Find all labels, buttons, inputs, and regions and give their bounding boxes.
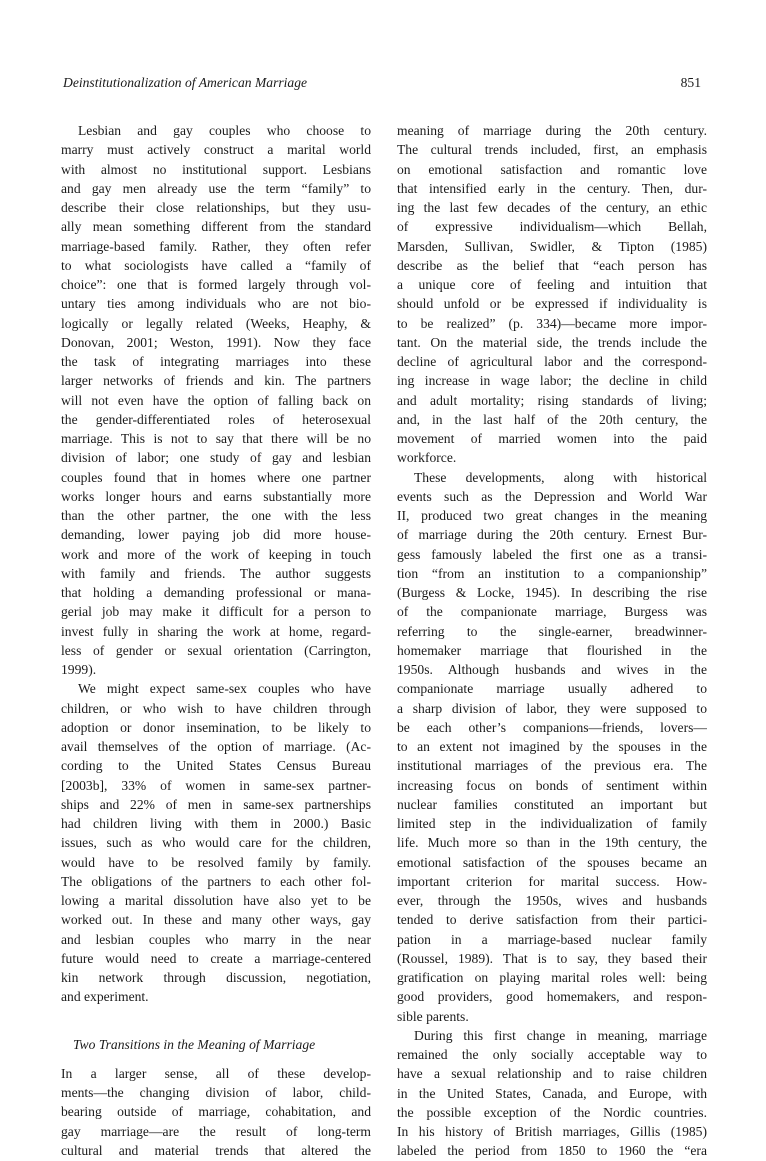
- text-line: life. Much more so than in the 19th century, the: [397, 835, 707, 851]
- text-line: (Burgess & Locke, 1945). In describing the rise: [397, 585, 707, 600]
- text-line: Donovan, 2001; Weston, 1991). Now they face: [61, 334, 371, 350]
- text-line: invest fully in sharing the work at home, regard-: [61, 623, 371, 639]
- text-line: nuclear families constituted an important but: [397, 796, 707, 812]
- running-head: [63, 74, 703, 92]
- text-line: choice”: one that is formed largely through vol-: [61, 277, 371, 292]
- text-line: had children living with them in 2000.) Basic: [61, 816, 371, 831]
- text-line: labeled the period from 1850 to 1960 the “era: [397, 1143, 707, 1159]
- text-line: should unfold or be expressed if individuality is: [397, 296, 707, 312]
- text-line: 1999).: [61, 662, 97, 677]
- text-line: of the companionate marriage, Burgess was: [397, 604, 707, 620]
- text-line: and lesbian couples who marry in the near: [61, 931, 371, 947]
- text-line: The cultural trends included, first, an emphasis: [397, 142, 707, 158]
- text-line: and experiment.: [61, 989, 149, 1005]
- text-line: that intensified early in the century. Then, dur-: [397, 180, 707, 196]
- text-line: limited step in the individualization of family: [397, 816, 707, 831]
- text-line: The obligations of the partners to each other fol-: [61, 873, 371, 889]
- page-number: 851: [680, 75, 701, 90]
- text-line: would have to be resolved family by family.: [61, 854, 371, 870]
- paragraph: [61, 679, 371, 1006]
- text-line: marriage-based family. Rather, they often refer: [61, 238, 371, 254]
- text-line: future would need to create a marriage-centered: [61, 950, 371, 966]
- paragraph: [61, 121, 371, 679]
- text-line: good providers, good homemakers, and respon-: [397, 989, 707, 1005]
- text-line: II, produced two great changes in the meaning: [397, 508, 707, 523]
- text-line: decline of agricultural labor and the correspond-: [397, 354, 707, 369]
- text-line: to an extent not imagined by the spouses in the: [397, 739, 707, 754]
- text-line: of marriage during the 20th century. Ernest Bur-: [397, 527, 707, 543]
- text-line: lowing a marital dissolution have also yet to be: [61, 893, 371, 908]
- text-line: tion “from an institution to a companionship”: [397, 565, 707, 581]
- text-line: marry must actively construct a marital world: [61, 142, 371, 158]
- text-line: movement of married women into the paid: [397, 431, 707, 446]
- text-line: division of labor; one study of gay and lesbian: [61, 450, 371, 466]
- text-line: couples found that in homes where one partner: [61, 469, 371, 485]
- text-line: gratification on playing marital roles well: being: [397, 970, 707, 985]
- text-line: remained the only socially acceptable way to: [397, 1047, 707, 1062]
- text-line: that holding a demanding professional or mana-: [61, 585, 371, 600]
- text-line: homemaker marriage that flourished in the: [397, 642, 707, 658]
- text-line: in the United States, Canada, and Europe, with: [397, 1085, 707, 1101]
- text-line: the task of integrating marriages into these: [61, 354, 371, 369]
- left-column: [61, 121, 371, 1160]
- text-line: pation in a marriage-based nuclear family: [397, 931, 707, 947]
- text-line: emotional satisfaction of the spouses became an: [397, 854, 707, 870]
- text-line: referring to the single-earner, breadwinner-: [397, 623, 707, 639]
- text-line: cording to the United States Census Bureau: [61, 758, 371, 774]
- text-line: adoption or donor insemination, to be likely to: [61, 719, 371, 735]
- text-line: less of gender or sexual orientation (Carrington,: [61, 642, 371, 658]
- text-line: tant. On the material side, the trends include the: [397, 334, 707, 350]
- text-line: 1950s. Although husbands and wives in the: [397, 662, 707, 677]
- text-line: These developments, along with historical: [414, 469, 707, 485]
- paragraph: [397, 121, 707, 468]
- text-line: and gay men already use the term “family” to: [61, 180, 371, 196]
- text-line: During this first change in meaning, marriage: [414, 1027, 707, 1043]
- text-line: tended to derive satisfaction from their partici-: [397, 912, 707, 928]
- running-title: Deinstitutionalization of American Marriage: [63, 75, 308, 90]
- text-line: a sharp division of labor, they were supposed to: [397, 700, 707, 716]
- text-line: We might expect same-sex couples who have: [78, 681, 371, 697]
- text-line: logically or legally related (Weeks, Heaphy, &: [61, 315, 371, 331]
- text-line: gay marriage—are the result of long-term: [61, 1123, 371, 1139]
- paragraph: [397, 1026, 707, 1161]
- text-line: have a sexual relationship and to raise children: [397, 1066, 707, 1082]
- text-line: workforce.: [397, 450, 457, 466]
- text-line: work and more of the work of keeping in touch: [61, 546, 371, 562]
- text-line: cultural and material trends that altered the: [61, 1142, 371, 1158]
- text-line: kin network through discussion, negotiation,: [61, 970, 371, 985]
- text-line: In a larger sense, all of these develop-: [61, 1065, 371, 1081]
- text-line: and, in the last half of the 20th century, the: [397, 411, 707, 427]
- text-line: Lesbian and gay couples who choose to: [78, 123, 371, 138]
- text-line: marriage. This is not to say that there will be no: [61, 431, 371, 446]
- text-line: gerial job may make it difficult for a person to: [61, 604, 371, 620]
- text-line: bearing outside of marriage, cohabitation, and: [61, 1104, 371, 1120]
- text-line: ing the last few decades of the century, an ethic: [397, 200, 707, 215]
- text-line: larger networks of friends and kin. The partners: [61, 373, 371, 389]
- text-line: the possible exception of the Nordic countries.: [397, 1104, 707, 1120]
- spacer: [61, 1007, 371, 1026]
- text-line: (Roussel, 1989). That is to say, they based their: [397, 950, 707, 966]
- text-line: and adult mortality; rising standards of living;: [397, 392, 707, 408]
- section-heading: Two Transitions in the Meaning of Marriage: [73, 1036, 316, 1052]
- text-line: sible parents.: [397, 1008, 469, 1024]
- text-line: ships and 22% of men in same-sex partnerships: [61, 796, 371, 812]
- text-line: ments—the changing division of labor, child-: [61, 1085, 371, 1100]
- text-line: meaning of marriage during the 20th century.: [397, 123, 707, 138]
- text-line: with almost no institutional support. Lesbians: [61, 161, 371, 177]
- text-line: [2003b], 33% of women in same-sex partner-: [61, 777, 371, 793]
- text-line: untary ties among individuals who are not bio-: [61, 296, 371, 312]
- text-line: institutional marriages of the previous era. The: [397, 758, 707, 774]
- text-line: In his history of British marriages, Gillis (1985): [397, 1124, 707, 1139]
- text-line: be each other’s companions—friends, lovers—: [397, 719, 707, 735]
- text-line: the gender-differentiated roles of heterosexual: [61, 411, 371, 427]
- text-line: children, or who wish to have children through: [61, 700, 371, 716]
- right-column: [397, 121, 707, 1161]
- text-line: issues, such as who would care for the children,: [61, 835, 371, 851]
- text-line: events such as the Depression and World War: [397, 488, 707, 504]
- text-line: to what sociologists have called a “family of: [61, 257, 371, 273]
- text-line: gess famously labeled the first one as a transi-: [397, 546, 707, 562]
- text-line: a unique core of feeling and intuition that: [397, 277, 707, 292]
- text-line: ally mean something different from the standard: [61, 219, 371, 235]
- text-line: Marsden, Sullivan, Swidler, & Tipton (1985): [397, 238, 707, 254]
- text-line: of expressive individualism—which Bellah,: [397, 219, 707, 235]
- text-line: works longer hours and earns substantially more: [61, 488, 371, 504]
- text-line: important criterion for marital success. How-: [397, 873, 707, 889]
- paragraph: [61, 1064, 371, 1160]
- text-line: avail themselves of the option of marriage. (Ac-: [61, 739, 371, 754]
- text-line: worked out. In these and many other ways, gay: [61, 912, 371, 928]
- text-line: to be realized” (p. 334)—became more impor-: [397, 315, 707, 331]
- text-line: ing increase in wage labor; the decline in child: [397, 373, 707, 389]
- text-line: describe as the belief that “each person has: [397, 257, 707, 273]
- text-line: will not even have the option of falling back on: [61, 392, 371, 408]
- text-line: with family and friends. The author suggests: [61, 565, 371, 581]
- text-line: companionate marriage usually adhered to: [397, 681, 707, 697]
- paragraph: [397, 468, 707, 1026]
- text-line: than the other partner, the one with the less: [61, 508, 371, 523]
- text-line: on emotional satisfaction and romantic love: [397, 161, 707, 177]
- text-line: increasing focus on bonds of sentiment within: [397, 777, 707, 793]
- text-line: demanding, lower paying job did more house-: [61, 527, 371, 543]
- text-line: describe their close relationships, but they usu-: [61, 200, 371, 215]
- text-line: ever, through the 1950s, wives and husbands: [397, 893, 707, 908]
